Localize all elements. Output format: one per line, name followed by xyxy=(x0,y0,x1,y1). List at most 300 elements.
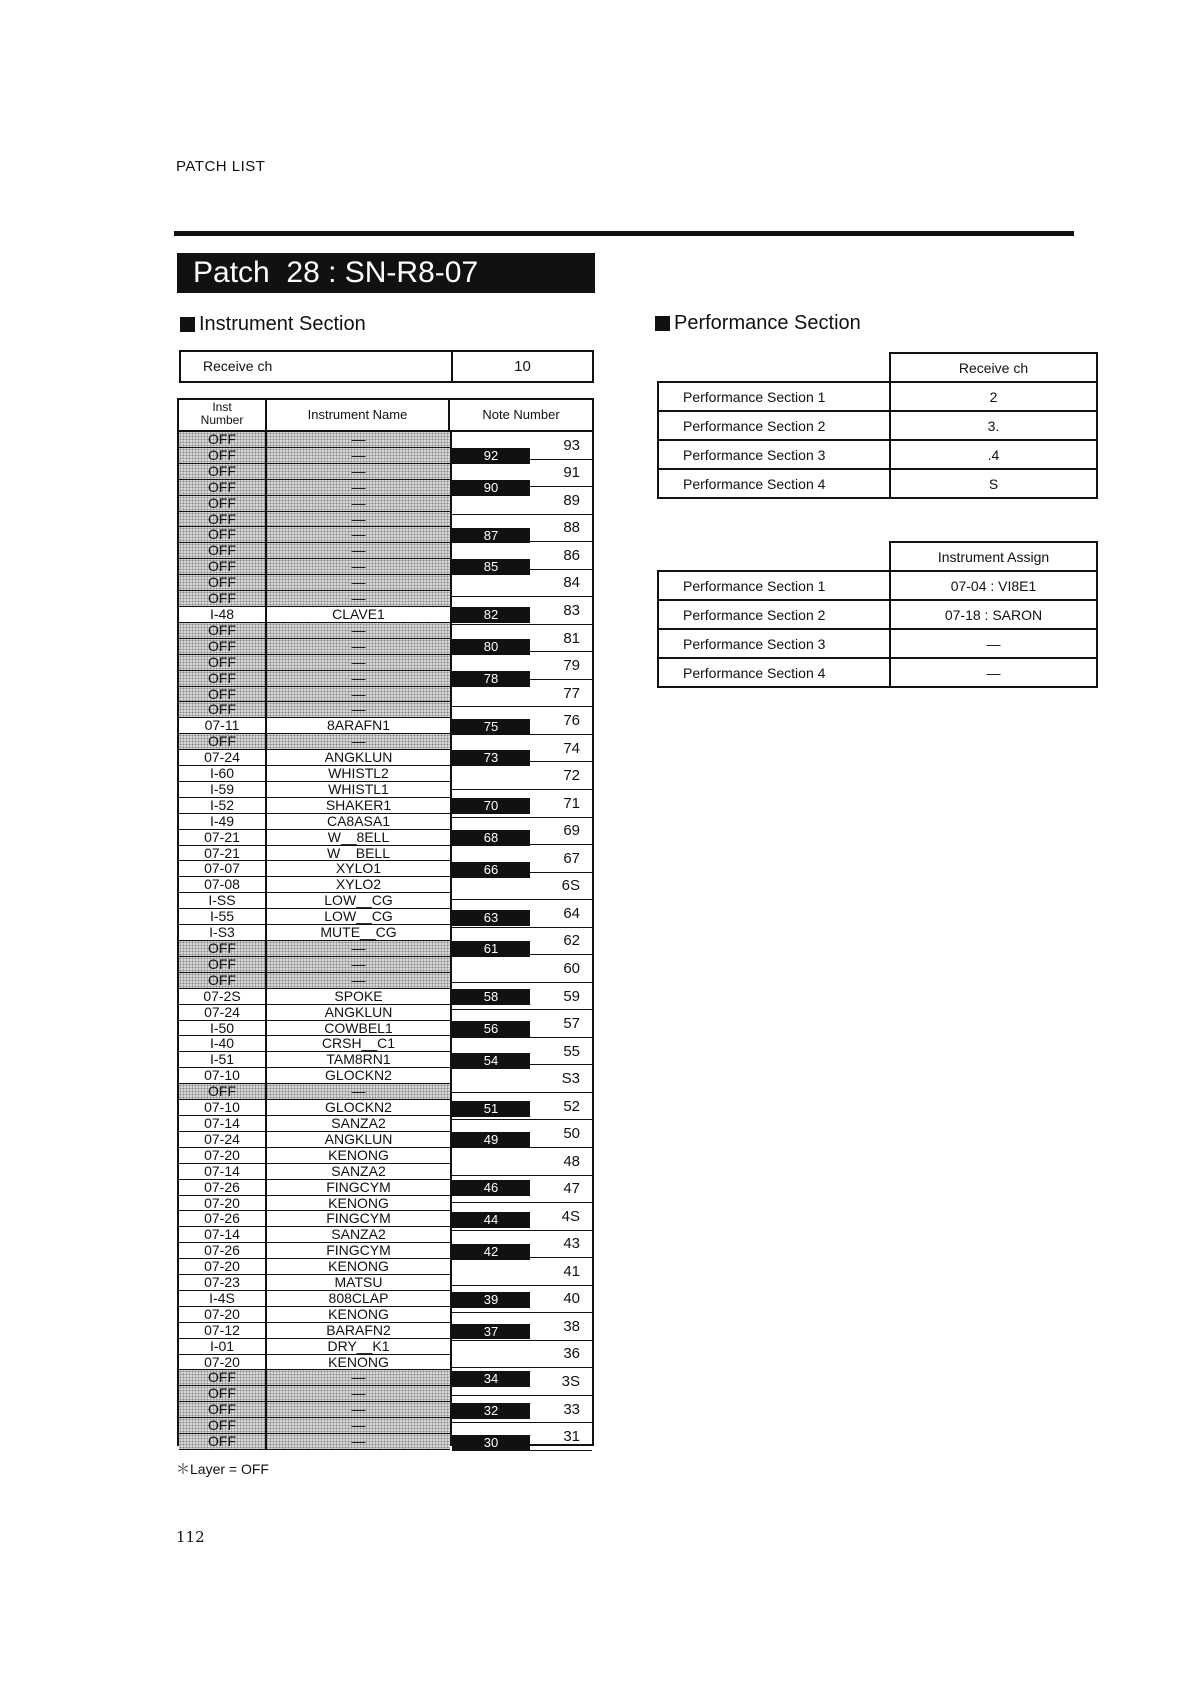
black-key-note: 58 xyxy=(452,989,530,1005)
inst-number-cell: 07-11 xyxy=(179,718,267,733)
note-row xyxy=(179,591,450,607)
performance-receive-ch-table xyxy=(657,352,1098,499)
instrument-name-cell: XYLO1 xyxy=(335,860,382,877)
instrument-name-cell: BARAFN2 xyxy=(326,1321,391,1338)
note-row xyxy=(179,1148,450,1164)
inst-number-cell: OFF xyxy=(179,1434,267,1449)
note-row xyxy=(179,861,450,877)
instrument-name-cell: — xyxy=(351,462,366,479)
instrument-name-cell: KENONG xyxy=(328,1194,389,1211)
black-key-note: 90 xyxy=(452,480,530,496)
note-number-label: 38 xyxy=(563,1317,580,1335)
black-key-note: 82 xyxy=(452,607,530,623)
instrument-name-cell: WHISTL1 xyxy=(328,780,389,797)
perf-assign-value: 07-04 : VI8E1 xyxy=(890,571,1097,600)
note-row xyxy=(179,1434,450,1450)
perf-assign-value: 07-18 : SARON xyxy=(890,600,1097,629)
note-row xyxy=(179,543,450,559)
black-key-note: 66 xyxy=(452,862,530,878)
note-row xyxy=(179,480,450,496)
inst-number-cell: OFF xyxy=(179,1370,267,1385)
instrument-name-cell: — xyxy=(351,574,366,591)
instrument-name-cell: — xyxy=(351,940,366,956)
note-row xyxy=(179,1339,450,1355)
instrument-name-cell: LOW__CG xyxy=(324,892,393,909)
perf-section-label: Performance Section 2 xyxy=(658,600,890,629)
instrument-name-cell: 808CLAP xyxy=(328,1289,389,1306)
receive-ch-label: Receive ch xyxy=(181,352,453,381)
inst-number-cell: OFF xyxy=(179,512,267,527)
black-key-note: 30 xyxy=(452,1435,530,1451)
inst-number-cell: 07-26 xyxy=(179,1211,267,1226)
inst-number-cell: 07-14 xyxy=(179,1116,267,1131)
inst-number-cell: 07-10 xyxy=(179,1068,267,1083)
inst-number-header xyxy=(179,400,267,430)
instrument-name-cell: — xyxy=(351,494,366,511)
note-row xyxy=(179,702,450,718)
note-number-label: S3 xyxy=(561,1070,580,1088)
note-table-header xyxy=(179,400,592,432)
note-row xyxy=(179,1402,450,1418)
note-row xyxy=(179,448,450,464)
inst-number-cell: OFF xyxy=(179,496,267,511)
note-number-label: 60 xyxy=(563,959,580,977)
inst-number-cell: OFF xyxy=(179,480,267,495)
white-key xyxy=(452,1148,592,1176)
note-row xyxy=(179,1132,450,1148)
instrument-name-cell: SANZA2 xyxy=(331,1114,386,1131)
black-key-note: 44 xyxy=(452,1212,530,1228)
top-rule xyxy=(174,231,1074,236)
note-row xyxy=(179,893,450,909)
note-row xyxy=(179,1418,450,1434)
note-number-label: 67 xyxy=(563,849,580,867)
note-row xyxy=(179,559,450,575)
inst-number-cell: OFF xyxy=(179,687,267,702)
note-number-label: 81 xyxy=(563,629,580,647)
inst-number-cell: 07-07 xyxy=(179,861,267,876)
inst-number-cell: OFF xyxy=(179,1386,267,1401)
black-key-note: 78 xyxy=(452,671,530,687)
instrument-name-cell: — xyxy=(351,1369,366,1386)
layer-footnote: ＊Layer = OFF xyxy=(176,1461,269,1477)
note-row xyxy=(179,1180,450,1196)
note-row xyxy=(179,1386,450,1402)
inst-number-cell: 07-21 xyxy=(179,830,267,845)
note-number-label: 64 xyxy=(563,904,580,922)
note-row xyxy=(179,1370,450,1386)
note-number-label: 3S xyxy=(561,1373,580,1391)
black-key-note: 37 xyxy=(452,1324,530,1340)
inst-number-cell: 07-2S xyxy=(179,989,267,1004)
black-key-note: 87 xyxy=(452,528,530,544)
instrument-name-cell: GLOCKN2 xyxy=(325,1099,392,1116)
instrument-name-cell: — xyxy=(351,558,366,575)
note-number-label: 31 xyxy=(563,1428,580,1446)
instrument-name-cell: — xyxy=(351,542,366,559)
inst-number-cell: I-48 xyxy=(179,607,267,622)
instrument-name-cell: — xyxy=(351,1401,366,1418)
white-key xyxy=(452,1258,592,1286)
inst-number-cell: 07-20 xyxy=(179,1307,267,1322)
instrument-name-cell: — xyxy=(351,526,366,543)
perf-receive-value: S xyxy=(890,469,1097,498)
instrument-name-cell: DRY__K1 xyxy=(327,1337,390,1354)
inst-number-cell: OFF xyxy=(179,957,267,972)
note-row xyxy=(179,1323,450,1339)
note-row xyxy=(179,1259,450,1275)
note-row xyxy=(179,623,450,639)
inst-number-cell: OFF xyxy=(179,448,267,463)
inst-number-cell: 07-20 xyxy=(179,1259,267,1274)
instrument-name-cell: — xyxy=(351,701,366,718)
note-row xyxy=(179,671,450,687)
inst-number-cell: OFF xyxy=(179,973,267,988)
inst-number-cell: I-52 xyxy=(179,798,267,813)
inst-number-cell: 07-10 xyxy=(179,1100,267,1115)
note-row xyxy=(179,655,450,671)
black-key-note: 80 xyxy=(452,639,530,655)
instrument-name-cell: — xyxy=(351,669,366,686)
note-row xyxy=(179,989,450,1005)
inst-number-cell: OFF xyxy=(179,655,267,670)
note-row xyxy=(179,782,450,798)
instrument-name-cell: FINGCYM xyxy=(326,1178,391,1195)
instrument-name-cell: — xyxy=(351,590,366,607)
note-number-label: 47 xyxy=(563,1180,580,1198)
inst-number-cell: 07-20 xyxy=(179,1196,267,1211)
note-number-label: 89 xyxy=(563,491,580,509)
note-number-label: 33 xyxy=(563,1400,580,1418)
black-key-note: 51 xyxy=(452,1101,530,1117)
note-row xyxy=(179,1355,450,1371)
note-number-label: 84 xyxy=(563,574,580,592)
note-number-label: 40 xyxy=(563,1290,580,1308)
inst-number-header-text: Inst Number xyxy=(200,400,244,427)
instrument-name-cell: GLOCKN2 xyxy=(325,1067,392,1084)
inst-number-cell: 07-24 xyxy=(179,750,267,765)
perf-section-label: Performance Section 4 xyxy=(658,658,890,687)
note-row xyxy=(179,1068,450,1084)
instrument-name-cell: XYLO2 xyxy=(335,876,382,893)
instrument-name-cell: — xyxy=(351,1417,366,1434)
note-table-rows xyxy=(179,432,450,1450)
note-number-label: 62 xyxy=(563,932,580,950)
note-row xyxy=(179,1084,450,1100)
inst-number-cell: 07-24 xyxy=(179,1005,267,1020)
inst-number-cell: 07-24 xyxy=(179,1132,267,1147)
instrument-name-cell: SANZA2 xyxy=(331,1162,386,1179)
note-row xyxy=(179,1100,450,1116)
note-row xyxy=(179,1275,450,1291)
instrument-name-cell: — xyxy=(351,446,366,463)
inst-number-cell: OFF xyxy=(179,543,267,558)
note-number-label: 36 xyxy=(563,1345,580,1363)
perf-section-label: Performance Section 3 xyxy=(658,629,890,658)
black-key-note: 42 xyxy=(452,1244,530,1260)
inst-number-cell: OFF xyxy=(179,464,267,479)
instrument-name-cell: — xyxy=(351,510,366,527)
inst-number-cell: 07-21 xyxy=(179,846,267,861)
instrument-name-cell: — xyxy=(351,685,366,702)
note-number-label: 72 xyxy=(563,767,580,785)
white-key xyxy=(452,1065,592,1093)
inst-number-cell: OFF xyxy=(179,734,267,749)
instrument-name-cell: W__8ELL xyxy=(327,828,390,845)
black-key-note: 63 xyxy=(452,910,530,926)
black-key-note: 70 xyxy=(452,798,530,814)
inst-number-cell: 07-26 xyxy=(179,1180,267,1195)
note-row xyxy=(179,687,450,703)
instrument-name-cell: — xyxy=(351,637,366,654)
instrument-name-cell: CLAVE1 xyxy=(332,605,385,622)
inst-number-cell: 07-23 xyxy=(179,1275,267,1290)
note-row xyxy=(179,718,450,734)
instrument-assign-header: Instrument Assign xyxy=(890,542,1097,571)
instrument-name-cell: — xyxy=(351,733,366,750)
note-row xyxy=(179,1291,450,1307)
note-number-label: 83 xyxy=(563,601,580,619)
instrument-name-cell: — xyxy=(351,1083,366,1100)
black-key-note: 46 xyxy=(452,1180,530,1196)
note-row xyxy=(179,496,450,512)
note-row xyxy=(179,1005,450,1021)
inst-number-cell: 07-20 xyxy=(179,1148,267,1163)
inst-number-cell: OFF xyxy=(179,623,267,638)
note-number-label: 86 xyxy=(563,546,580,564)
instrument-name-cell: ANGKLUN xyxy=(324,749,393,766)
inst-number-cell: OFF xyxy=(179,1084,267,1099)
inst-number-cell: 07-14 xyxy=(179,1164,267,1179)
inst-number-cell: I-SS xyxy=(179,893,267,908)
note-number-header: Note Number xyxy=(482,407,560,422)
white-key xyxy=(452,762,592,790)
instrument-name-cell: LOW__CG xyxy=(324,908,393,925)
inst-number-cell: 07-08 xyxy=(179,877,267,892)
instrument-section-title: Instrument Section xyxy=(199,313,366,335)
instrument-receive-ch-table xyxy=(179,350,594,383)
perf-receive-value: 3. xyxy=(890,411,1097,440)
note-number-label: 77 xyxy=(563,684,580,702)
instrument-name-cell: — xyxy=(351,971,366,988)
note-row xyxy=(179,432,450,448)
perf-section-label: Performance Section 3 xyxy=(658,440,890,469)
instrument-name-cell: SANZA2 xyxy=(331,1226,386,1243)
inst-number-cell: OFF xyxy=(179,432,267,447)
note-row xyxy=(179,830,450,846)
inst-number-cell: OFF xyxy=(179,1418,267,1433)
performance-section-heading xyxy=(655,312,861,335)
black-key-note: 54 xyxy=(452,1053,530,1069)
note-row xyxy=(179,1116,450,1132)
instrument-name-cell: FINGCYM xyxy=(326,1242,391,1259)
patch-title: Patch 28 : SN-R8-07 xyxy=(177,253,595,293)
instrument-name-cell: — xyxy=(351,1433,366,1450)
bullet-square-icon xyxy=(180,317,195,332)
note-number-label: 59 xyxy=(563,987,580,1005)
note-number-label: 50 xyxy=(563,1125,580,1143)
note-number-label: 41 xyxy=(563,1262,580,1280)
inst-number-cell: I-59 xyxy=(179,782,267,797)
instrument-name-cell: FINGCYM xyxy=(326,1210,391,1227)
inst-number-cell: I-55 xyxy=(179,909,267,924)
instrument-name-header: Instrument Name xyxy=(267,400,450,430)
note-row xyxy=(179,925,450,941)
perf-assign-value: — xyxy=(890,629,1097,658)
black-key-note: 32 xyxy=(452,1403,530,1419)
inst-number-cell: OFF xyxy=(179,702,267,717)
instrument-name-cell: — xyxy=(351,431,366,447)
black-key-note: 56 xyxy=(452,1021,530,1037)
note-row xyxy=(179,734,450,750)
note-number-label: 76 xyxy=(563,712,580,730)
inst-number-cell: OFF xyxy=(179,575,267,590)
note-number-label: 74 xyxy=(563,739,580,757)
note-number-label: 52 xyxy=(563,1097,580,1115)
instrument-name-cell: SPOKE xyxy=(334,987,383,1004)
instrument-name-cell: — xyxy=(351,621,366,638)
note-row xyxy=(179,941,450,957)
inst-number-cell: I-01 xyxy=(179,1339,267,1354)
instrument-name-cell: ANGKLUN xyxy=(324,1003,393,1020)
instrument-section-heading xyxy=(180,313,366,336)
note-row xyxy=(179,1036,450,1052)
note-row xyxy=(179,527,450,543)
empty-corner-cell xyxy=(658,542,890,571)
instrument-name-cell: TAM8RN1 xyxy=(326,1051,391,1068)
inst-number-cell: OFF xyxy=(179,671,267,686)
note-number-label: 4S xyxy=(561,1207,580,1225)
performance-instrument-assign-table xyxy=(657,541,1098,688)
note-row xyxy=(179,1243,450,1259)
perf-assign-value: — xyxy=(890,658,1097,687)
note-number-label: 43 xyxy=(563,1235,580,1253)
instrument-name-cell: — xyxy=(351,478,366,495)
note-number-label: 6S xyxy=(561,877,580,895)
instrument-name-cell: W__BELL xyxy=(326,844,391,861)
instrument-name-cell: MATSU xyxy=(334,1274,383,1291)
page-number: 112 xyxy=(176,1528,205,1546)
instrument-name-cell: — xyxy=(351,653,366,670)
receive-ch-header: Receive ch xyxy=(890,353,1097,382)
instrument-name-cell: WHISTL2 xyxy=(328,765,389,782)
note-number-label: 55 xyxy=(563,1042,580,1060)
instrument-name-cell: — xyxy=(351,955,366,972)
note-number-label: 69 xyxy=(563,822,580,840)
receive-ch-value: 10 xyxy=(514,358,531,375)
note-row xyxy=(179,814,450,830)
note-row xyxy=(179,877,450,893)
inst-number-cell: I-49 xyxy=(179,814,267,829)
performance-section-title: Performance Section xyxy=(674,312,861,334)
instrument-name-cell: 8ARAFN1 xyxy=(326,717,391,734)
note-number-label: 88 xyxy=(563,519,580,537)
perf-section-label: Performance Section 4 xyxy=(658,469,890,498)
black-key-note: 34 xyxy=(452,1371,530,1387)
inst-number-cell: I-40 xyxy=(179,1036,267,1051)
note-row xyxy=(179,1227,450,1243)
empty-corner-cell xyxy=(658,353,890,382)
inst-number-cell: I-S3 xyxy=(179,925,267,940)
note-number-label: 93 xyxy=(563,436,580,454)
inst-number-cell: I-51 xyxy=(179,1052,267,1067)
instrument-name-cell: KENONG xyxy=(328,1258,389,1275)
note-row xyxy=(179,957,450,973)
note-row xyxy=(179,766,450,782)
white-key xyxy=(452,1341,592,1369)
black-key-note: 85 xyxy=(452,559,530,575)
note-assignment-table xyxy=(177,398,594,1450)
note-row xyxy=(179,846,450,862)
perf-receive-value: .4 xyxy=(890,440,1097,469)
white-key xyxy=(452,955,592,983)
note-row xyxy=(179,1164,450,1180)
note-number-label: 71 xyxy=(563,794,580,812)
instrument-name-cell: COWBEL1 xyxy=(324,1019,393,1036)
inst-number-cell: OFF xyxy=(179,559,267,574)
note-number-label: 57 xyxy=(563,1015,580,1033)
bullet-square-icon xyxy=(655,316,670,331)
perf-section-label: Performance Section 2 xyxy=(658,411,890,440)
note-row xyxy=(179,750,450,766)
black-key-note: 49 xyxy=(452,1132,530,1148)
note-row xyxy=(179,464,450,480)
instrument-name-cell: KENONG xyxy=(328,1146,389,1163)
black-key-note: 39 xyxy=(452,1292,530,1308)
inst-number-cell: OFF xyxy=(179,1402,267,1417)
instrument-name-cell: SHAKER1 xyxy=(325,796,392,813)
black-key-note: 92 xyxy=(452,448,530,464)
inst-number-cell: 07-12 xyxy=(179,1323,267,1338)
note-number-label: 91 xyxy=(563,464,580,482)
black-key-note: 61 xyxy=(452,941,530,957)
note-row xyxy=(179,575,450,591)
inst-number-cell: I-4S xyxy=(179,1291,267,1306)
note-row xyxy=(179,1052,450,1068)
note-row xyxy=(179,1211,450,1227)
inst-number-cell: OFF xyxy=(179,639,267,654)
perf-section-label: Performance Section 1 xyxy=(658,571,890,600)
instrument-name-cell: MUTE__CG xyxy=(320,924,397,941)
instrument-name-cell: KENONG xyxy=(328,1353,389,1370)
perf-receive-value: 2 xyxy=(890,382,1097,411)
note-row xyxy=(179,1021,450,1037)
inst-number-cell: I-60 xyxy=(179,766,267,781)
inst-number-cell: 07-20 xyxy=(179,1355,267,1370)
black-key-note: 75 xyxy=(452,719,530,735)
note-number-label: 79 xyxy=(563,657,580,675)
note-row xyxy=(179,639,450,655)
page-section-label: PATCH LIST xyxy=(176,158,266,175)
inst-number-cell: I-50 xyxy=(179,1021,267,1036)
black-key-note: 73 xyxy=(452,750,530,766)
instrument-name-cell: — xyxy=(351,1385,366,1402)
note-row xyxy=(179,909,450,925)
note-row xyxy=(179,973,450,989)
note-number-label: 48 xyxy=(563,1152,580,1170)
perf-section-label: Performance Section 1 xyxy=(658,382,890,411)
note-row xyxy=(179,1196,450,1212)
note-row xyxy=(179,1307,450,1323)
note-row xyxy=(179,512,450,528)
inst-number-cell: OFF xyxy=(179,941,267,956)
inst-number-cell: 07-14 xyxy=(179,1227,267,1242)
instrument-name-cell: KENONG xyxy=(328,1305,389,1322)
instrument-name-cell: CA8ASA1 xyxy=(326,812,391,829)
instrument-name-cell: ANGKLUN xyxy=(324,1130,393,1147)
instrument-name-cell: CRSH__C1 xyxy=(321,1035,396,1052)
inst-number-cell: OFF xyxy=(179,591,267,606)
